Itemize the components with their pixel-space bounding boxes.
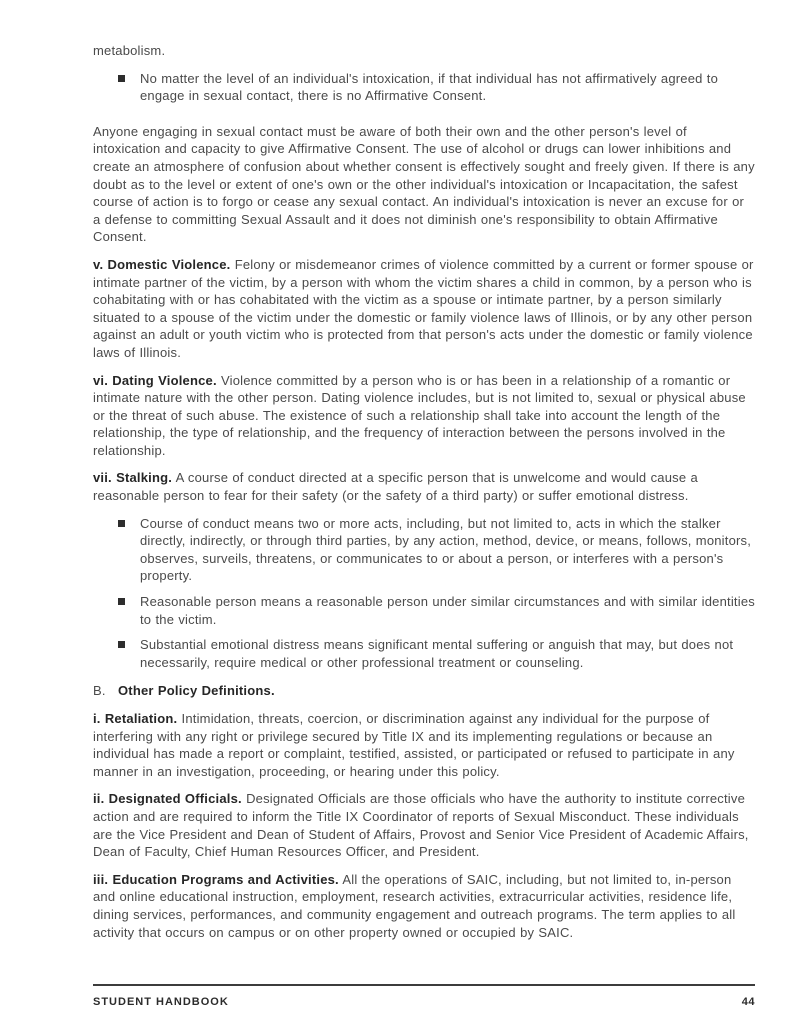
definition-designated-officials <box>93 790 755 860</box>
definition-term: ii. Designated Officials. <box>93 791 242 807</box>
definition-domestic-violence <box>93 256 755 362</box>
section-label: B. <box>93 683 106 699</box>
affirmative-consent-paragraph: Anyone engaging in sexual contact must be aware of both their own and the other person's level of intoxication and capacity to give Affirmative Consent. The use of alcohol or drugs can lower inhibitions and create an atmosphere of confusion about whether consent is effectively sought and freely given. If there is any doubt as to the level or extent of one's own or the other individual's intoxication or Incapacitation, the safest course of action is to forgo or cease any sexual contact. An individual's intoxication is never an excuse for or a defense to committing Sexual Assault and it does not diminish one's responsibility to obtain Affirmative Consent. <box>93 123 755 245</box>
definition-term: i. Retaliation. <box>93 711 178 726</box>
list-item <box>93 515 755 585</box>
definition-stalking <box>93 469 755 504</box>
definition-term: vi. Dating Violence. <box>93 372 217 388</box>
definition-text: Intimidation, threats, coercion, or discrimination against any individual for the purpose of interfering with any right or privilege secured by Title IX and its implementing regulations or because an individual has made a report or complaint, testified, assisted, or participated or refused to participate in any manner in an investigation, proceeding, or hearing under this policy. <box>93 711 735 779</box>
list-item-text: No matter the level of an individual's intoxication, if that individual has not affirmatively agreed to engage in sexual contact, there is no Affirmative Consent. <box>140 70 719 104</box>
list-item <box>93 593 755 628</box>
page-body <box>93 42 755 951</box>
footer-page-number: 44 <box>741 996 755 1008</box>
list-item-text: Substantial emotional distress means significant mental suffering or anguish that may, but does not necessarily, require medical or other professional treatment or counseling. <box>140 637 734 670</box>
list-item-text: Reasonable person means a reasonable person under similar circumstances and with similar identities to the victim. <box>140 594 755 627</box>
definition-text: Designated Officials are those officials who have the authority to institute corrective action and are required to inform the Title IX Coordinator of reports of Sexual Misconduct. These individuals are the Vice President and Dean of Student of Affairs, Provost and Senior Vice President of Academic Affairs, Dean of Faculty, Chief Human Resources Officer, and President. <box>93 791 749 860</box>
bullet-square-icon <box>118 520 125 527</box>
definition-term: iii. Education Programs and Activities. <box>93 871 339 887</box>
list-item <box>93 636 755 671</box>
definition-text: Felony or misdemeanor crimes of violence committed by a current or former spouse or intimate partner of the victim, by a person with whom the victim shares a child in common, by a person who is cohabitating with or has cohabitated with the victim as a spouse or intimate partner, by a person similarly situated to a spouse of the victim under the domestic or family violence laws of Illinois, or by any other person against an adult or youth victim who is protected from that person's acts under the domestic or family violence laws of Illinois. <box>93 256 754 360</box>
definition-retaliation <box>93 710 755 780</box>
section-heading-b <box>93 682 755 700</box>
section-title: Other Policy Definitions. <box>118 683 275 699</box>
definition-text: Violence committed by a person who is or has been in a relationship of a romantic or intimate nature with the other person. Dating violence includes, but is not limited to, sexual or physical abuse or the threat of such abuse. The existence of such a relationship shall take into account the length of the relationship, the type of relationship, and the frequency of interaction between the persons involved in the relationship. <box>93 372 746 458</box>
definition-term: vii. Stalking. <box>93 470 173 486</box>
page-footer <box>93 984 755 1008</box>
definition-term: v. Domestic Violence. <box>93 256 231 272</box>
bullet-square-icon <box>118 641 125 648</box>
footer-document-title: STUDENT HANDBOOK <box>93 996 229 1008</box>
continuation-line: metabolism. <box>93 43 166 58</box>
list-item-text: Course of conduct means two or more acts, including, but not limited to, acts in which the stalker directly, indirectly, or through third parties, by any action, method, device, or means, follows, monitors, observes, surveils, threatens, or communicates to or about a person, or interferes with a person's property. <box>140 515 752 584</box>
definition-dating-violence <box>93 372 755 460</box>
bullet-square-icon <box>118 598 125 605</box>
list-item <box>93 70 755 105</box>
definition-text: All the operations of SAIC, including, but not limited to, in-person and online educational instruction, employment, research activities, extracurricular activities, residence life, dining services, performances, and community engagement and outreach programs. The term applies to all activity that occurs on campus or on other property owned or occupied by SAIC. <box>93 871 736 940</box>
definition-education-programs <box>93 871 755 941</box>
bullet-square-icon <box>118 75 125 82</box>
definition-text: A course of conduct directed at a specific person that is unwelcome and would cause a reasonable person to fear for their safety (or the safety of a third party) or suffer emotional distress. <box>93 470 698 504</box>
